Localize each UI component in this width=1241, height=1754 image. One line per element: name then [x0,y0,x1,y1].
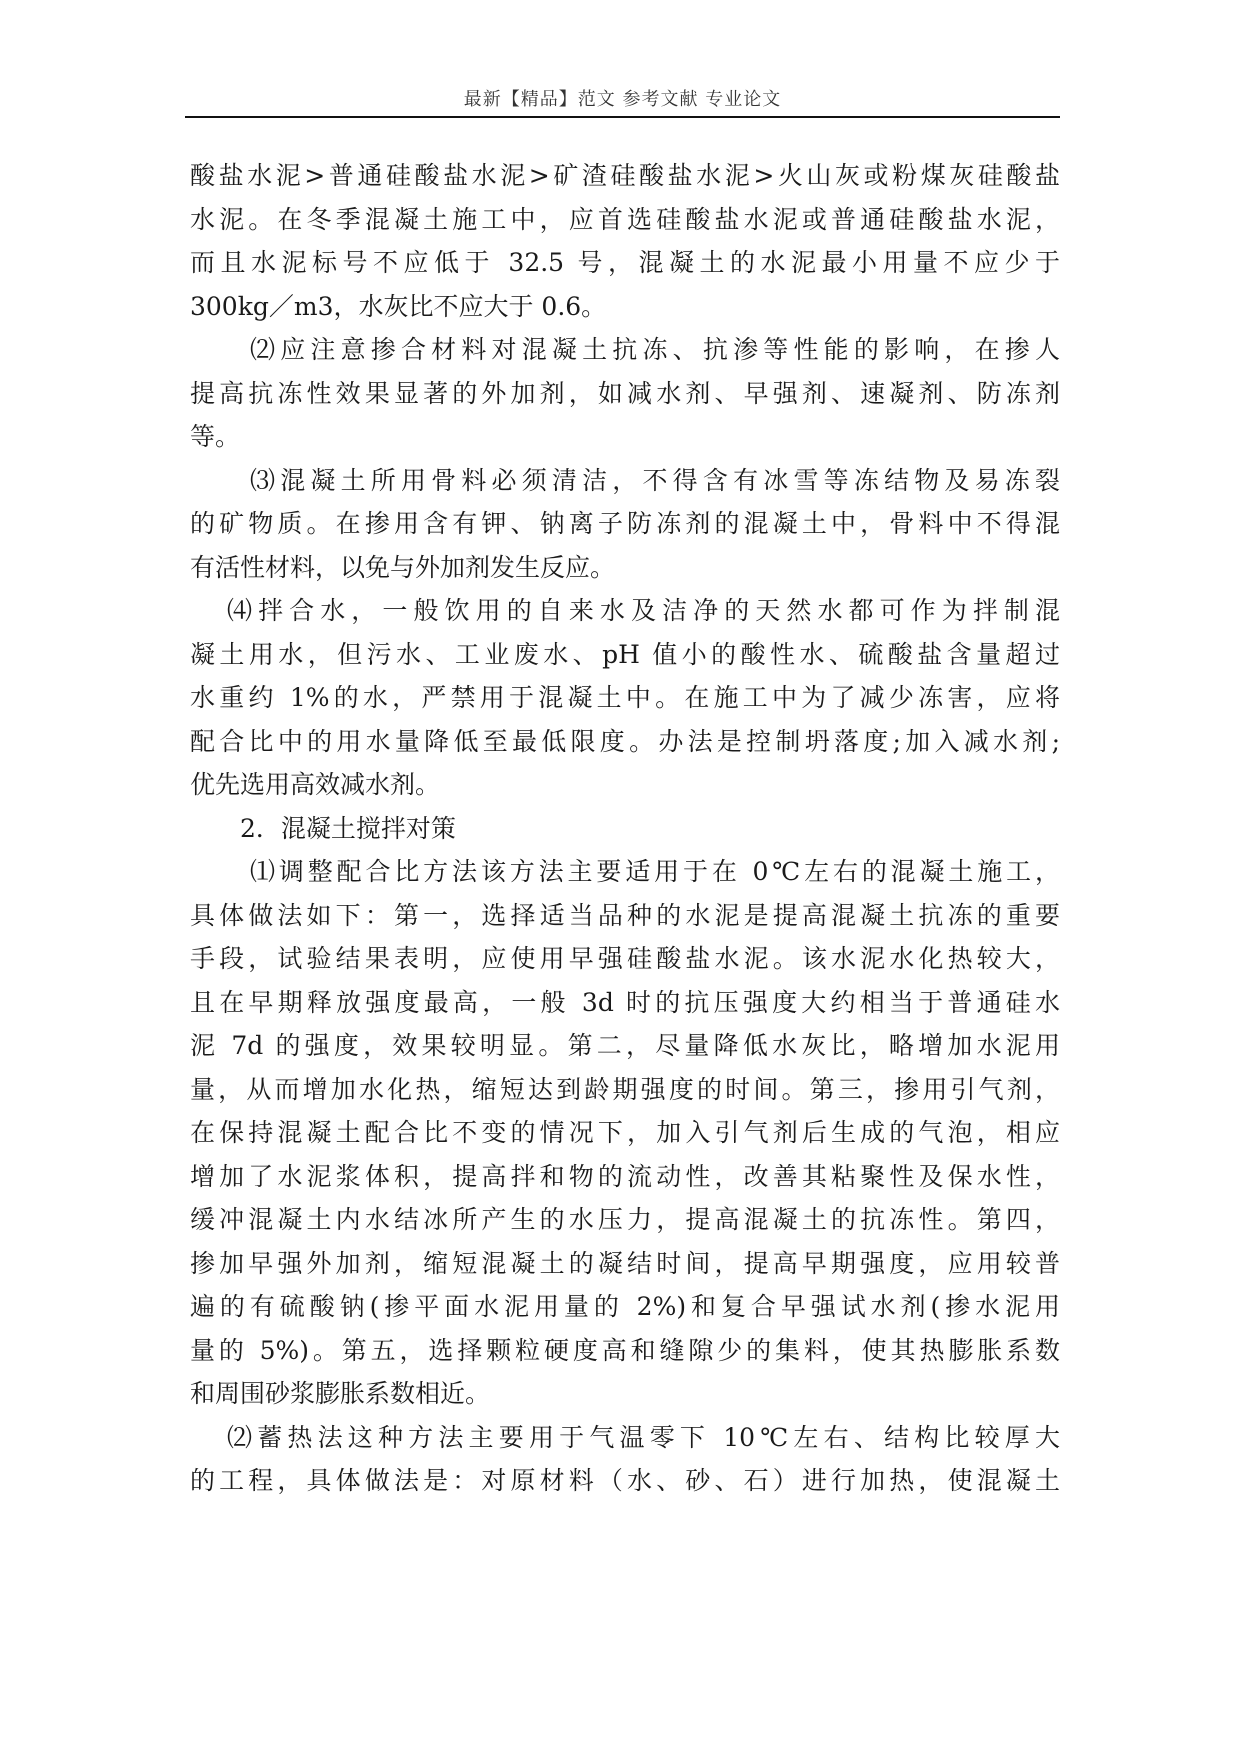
text-line: 的工程，具体做法是：对原材料（水、砂、石）进行加热，使混凝土 [190,1466,1060,1495]
text-line: 量，从而增加水化热，缩短达到龄期强度的时间。第三，掺用引气剂， [190,1074,1060,1104]
text-line: 量的 5%)。第五，选择颗粒硬度高和缝隙少的集料，使其热膨胀系数 [190,1335,1060,1365]
text-line: 和周围砂浆膨胀系数相近。 [190,1379,491,1408]
text-line: 具体做法如下：第一，选择适当品种的水泥是提高混凝土抗冻的重要 [190,900,1060,930]
text-line: 的矿物质。在掺用含有钾、钠离子防冻剂的混凝土中，骨料中不得混 [190,509,1060,538]
text-line: ⑵应注意掺合材料对混凝土抗冻、抗渗等性能的影响，在掺人 [250,335,1060,364]
text-line: 手段，试验结果表明，应使用早强硅酸盐水泥。该水泥水化热较大， [190,944,1060,973]
text-line: 优先选用高效减水剂。 [190,770,441,799]
text-line: 掺加早强外加剂，缩短混凝土的凝结时间，提高早期强度，应用较普 [190,1248,1060,1278]
text-line: 等。 [190,422,241,451]
text-line: ⑵蓄热法这种方法主要用于气温零下 10℃左右、结构比较厚大 [227,1422,1060,1452]
text-line: 而且水泥标号不应低于 32.5 号，混凝土的水泥最小用量不应少于 [190,248,1060,277]
document-body [190,154,1060,1503]
text-line: 配合比中的用水量降低至最低限度。办法是控制坍落度;加入减水剂; [190,726,1060,756]
page-header: 最新【精品】范文 参考文献 专业论文 [463,89,782,110]
text-line: 在保持混凝土配合比不变的情况下，加入引气剂后生成的气泡，相应 [190,1118,1060,1147]
header-divider [185,116,1060,118]
text-line: 凝土用水，但污水、工业废水、pH 值小的酸性水、硫酸盐含量超过 [190,639,1060,669]
text-line: 300kg／m3，水灰比不应大于 0.6。 [190,291,607,321]
text-line: 水泥。在冬季混凝土施工中，应首选硅酸盐水泥或普通硅酸盐水泥， [190,204,1060,234]
text-line: 水重约 1%的水，严禁用于混凝土中。在施工中为了减少冻害，应将 [190,683,1060,712]
text-line: 缓冲混凝土内水结冰所产生的水压力，提高混凝土的抗冻性。第四， [190,1205,1060,1234]
text-line: ⑷拌合水，一般饮用的自来水及洁净的天然水都可作为拌制混 [227,596,1060,625]
text-line: 且在早期释放强度最高，一般 3d 时的抗压强度大约相当于普通硅水 [190,987,1060,1017]
text-line: 遍的有硫酸钠(掺平面水泥用量的 2%)和复合早强试水剂(掺水泥用 [190,1292,1060,1321]
text-line: 增加了水泥浆体积，提高拌和物的流动性，改善其粘聚性及保水性， [190,1161,1060,1191]
text-line: 2．混凝土搅拌对策 [240,813,456,843]
text-line: ⑴调整配合比方法该方法主要适用于在 0℃左右的混凝土施工， [250,857,1060,886]
text-line: 提高抗冻性效果显著的外加剂，如减水剂、早强剂、速凝剂、防冻剂 [190,378,1060,408]
text-line: ⑶混凝土所用骨料必须清洁，不得含有冰雪等冻结物及易冻裂 [250,465,1060,495]
text-line: 有活性材料，以免与外加剂发生反应。 [190,552,616,582]
text-line: 泥 7d 的强度，效果较明显。第二，尽量降低水灰比，略增加水泥用 [190,1031,1060,1060]
text-line: 酸盐水泥>普通硅酸盐水泥>矿渣硅酸盐水泥>火山灰或粉煤灰硅酸盐 [190,161,1060,190]
